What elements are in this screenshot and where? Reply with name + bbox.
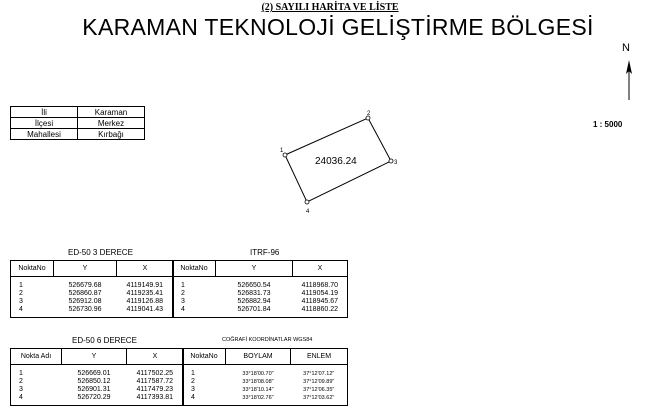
point-no: 4 — [181, 306, 185, 313]
column-header: NoktaNo — [183, 349, 226, 365]
info-key: İli — [11, 107, 78, 118]
point-no: 1 — [19, 282, 23, 289]
ed50-6-caption: ED-50 6 DERECE — [72, 336, 137, 345]
vertex-label-4: 4 — [306, 209, 310, 215]
x-value: 4117502.25 — [136, 370, 173, 377]
point-no: 2 — [191, 378, 195, 385]
y-value: 526831.73 — [237, 290, 271, 297]
column-header: X — [127, 349, 184, 365]
y-value: 526860.87 — [68, 290, 102, 297]
x-value: 4119235.41 — [126, 290, 163, 297]
table-row — [173, 298, 347, 306]
longitude-value: 33°18'02.76" — [242, 395, 274, 401]
column-header: X — [117, 261, 174, 277]
y-value: 526701.84 — [237, 306, 271, 313]
table-row — [11, 394, 183, 402]
table-row — [11, 290, 173, 298]
column-header: Y — [62, 349, 127, 365]
info-key: İlçesi — [11, 118, 78, 129]
ed50-3-table-frame — [10, 260, 174, 318]
map-subtitle: (2) SAYILI HARİTA VE LİSTE — [261, 2, 399, 13]
info-value: Merkez — [78, 118, 145, 129]
x-value: 4118968.70 — [301, 282, 338, 289]
info-value: Karaman — [78, 107, 145, 118]
info-row-ilce — [11, 118, 145, 129]
info-row-mahalle — [11, 129, 145, 140]
y-value: 526730.96 — [68, 306, 102, 313]
ed50-6-table-frame — [10, 348, 184, 406]
point-no: 1 — [181, 282, 185, 289]
table-header-row — [11, 349, 183, 365]
point-no: 2 — [19, 378, 23, 385]
table-header-row — [173, 261, 347, 277]
ed50-3-table — [11, 261, 173, 314]
parcel-map — [270, 105, 410, 220]
vertex-label-3: 3 — [394, 160, 398, 166]
vertex-label-1: 1 — [280, 148, 284, 154]
ed50-6-table — [11, 349, 183, 402]
table-row — [183, 386, 347, 394]
point-no: 3 — [191, 386, 195, 393]
x-value: 4117479.23 — [136, 386, 173, 393]
table-row — [11, 386, 183, 394]
y-value: 526669.01 — [77, 370, 111, 377]
north-label: N — [622, 42, 630, 54]
y-value: 526850.12 — [77, 378, 111, 385]
column-header: ENLEM — [291, 349, 348, 365]
point-no: 3 — [19, 386, 23, 393]
table-row — [11, 370, 183, 378]
y-value: 526912.08 — [68, 298, 102, 305]
y-value: 526679.68 — [68, 282, 102, 289]
scale-label: 1 : 5000 — [593, 120, 623, 129]
location-info-table — [10, 106, 145, 140]
table-row — [11, 282, 173, 290]
table-row — [183, 394, 347, 402]
parcel-vertex-3 — [389, 159, 393, 163]
column-header: NoktaNo — [11, 261, 54, 277]
x-value: 4119041.43 — [126, 306, 163, 313]
vertex-label-2: 2 — [367, 111, 371, 117]
table-header-row — [183, 349, 347, 365]
latitude-value: 37°12'06.35" — [303, 387, 335, 393]
parcel-vertex-1 — [283, 153, 287, 157]
point-no: 1 — [19, 370, 23, 377]
latitude-value: 37°12'03.62" — [303, 395, 335, 401]
ed50-3-caption: ED-50 3 DERECE — [68, 248, 133, 257]
y-value: 526882.94 — [237, 298, 271, 305]
wgs84-caption: COĞRAFİ KOORDİNATLAR WGS84 — [222, 337, 313, 343]
longitude-value: 33°18'10.14" — [242, 387, 274, 393]
column-header: BOYLAM — [226, 349, 291, 365]
point-no: 3 — [19, 298, 23, 305]
point-no: 2 — [19, 290, 23, 297]
table-row — [173, 290, 347, 298]
column-header: NoktaNo — [173, 261, 216, 277]
table-header-row — [11, 261, 173, 277]
table-row — [173, 306, 347, 314]
north-arrow-icon — [622, 58, 636, 102]
x-value: 4119149.91 — [126, 282, 163, 289]
y-value: 526720.29 — [77, 394, 111, 401]
info-key: Mahallesi — [11, 129, 78, 140]
table-row — [183, 378, 347, 386]
longitude-value: 33°18'00.70" — [242, 371, 274, 377]
point-no: 4 — [19, 306, 23, 313]
table-row — [11, 306, 173, 314]
y-value: 526901.31 — [77, 386, 111, 393]
x-value: 4118945.67 — [301, 298, 338, 305]
column-header: Y — [216, 261, 293, 277]
latitude-value: 37°12'09.89" — [303, 379, 335, 385]
point-no: 4 — [191, 394, 195, 401]
itrf96-caption: ITRF-96 — [250, 248, 280, 257]
point-no: 3 — [181, 298, 185, 305]
point-no: 1 — [191, 370, 195, 377]
y-value: 526650.54 — [237, 282, 271, 289]
wgs84-table — [183, 349, 347, 402]
parcel-vertex-4 — [305, 200, 309, 204]
table-row — [11, 298, 173, 306]
column-header: Y — [54, 261, 117, 277]
table-row — [183, 370, 347, 378]
point-no: 2 — [181, 290, 185, 297]
longitude-value: 33°18'08.08" — [242, 379, 274, 385]
itrf96-table-frame — [172, 260, 348, 318]
table-row — [11, 378, 183, 386]
map-title: KARAMAN TEKNOLOJİ GELİŞTİRME BÖLGESİ — [82, 14, 594, 40]
point-no: 4 — [19, 394, 23, 401]
info-row-il — [11, 107, 145, 118]
column-header: X — [293, 261, 348, 277]
itrf96-table — [173, 261, 347, 314]
latitude-value: 37°12'07.12" — [303, 371, 335, 377]
parcel-area-label: 24036.24 — [315, 156, 357, 167]
x-value: 4117393.81 — [136, 394, 173, 401]
x-value: 4118860.22 — [301, 306, 338, 313]
x-value: 4117587.72 — [136, 378, 173, 385]
x-value: 4119126.88 — [126, 298, 163, 305]
info-value: Kırbağı — [78, 129, 145, 140]
table-row — [173, 282, 347, 290]
wgs84-table-frame — [182, 348, 348, 406]
column-header: Nokta Adı — [11, 349, 62, 365]
x-value: 4119054.19 — [301, 290, 338, 297]
